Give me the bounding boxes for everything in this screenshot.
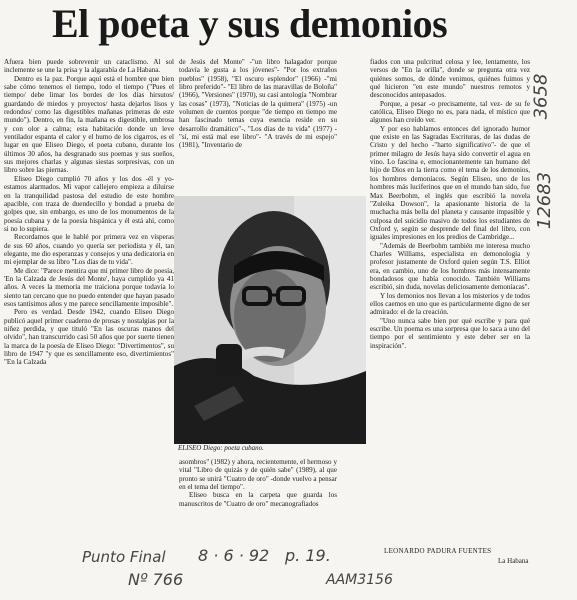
column-2-top — [179, 58, 337, 193]
paragraph: "Además de Beerbohm también me interesa mucho Charles Williams, especialista en demonología y profesor justamente de Oxford quien según T.S. Elliot era, en cambio, uno de los hombres más intensamente bondadosos que había conocido. También Williams escribió, sin duda, novelas deliciosamente demoníacas". — [370, 241, 530, 292]
paragraph: asombros" (1982) y ahora, recientemente, el hermoso y vital "Libro de quizás y de quién sabe" (1989), al que pronto se unirá "Cuatro de oro" -donde vuelvo a pensar en el tema del tiempo". — [179, 458, 337, 492]
margin-number-top: 3658 — [530, 73, 552, 120]
portrait-illustration — [174, 196, 366, 444]
handwritten-issue: Nº 766 — [128, 570, 184, 589]
paragraph: de Jesús del Monte" -"un libro halagador porque todavía le gusta a los jóvenes"- "Por los extraños pueblos" (1958), "El oscuro esplendor" (1966) -"mi libro preferido"- "El libro de las maravillas de Boloña" (1966), "Versiones" (1970), su casi antología "Nombrar las cosas" (1973), "Noticias de la quimera" (1975) -un volumen de cuentos porque "de tiempo en tiempo me han fascinado temas cuya esencia reside en su desarrollo dramático"-, "Los días de tu vida" (1977) -"sí, mi está mal ese libro"- "A través de mi espejo" (1981), "Inventario de — [179, 58, 337, 150]
column-3 — [370, 58, 530, 538]
paragraph: fiados con una pulcritud celosa y lee, lentamente, los versos de "En la orilla", donde se pregunta otra vez quiénes somos, de dónde venimos, quiénes fuimos y qué hicieron "en este mundo" nuestros remotos y desconocidos antepasados. — [370, 58, 530, 100]
headline: El poeta y sus demonios — [52, 1, 448, 46]
handwritten-catalog: AAM3156 — [326, 572, 393, 588]
dateline-city: La Habana — [498, 557, 529, 565]
paragraph: Y los demonios nos llevan a los misterios y de todos ellos caemos en uno que es particularmente digno de ser admirado: el de la creación. — [370, 291, 530, 317]
portrait-photo — [174, 196, 366, 444]
paragraph: Eliseo busca en la carpeta que guarda los manuscritos de "Cuatro de oro" mecanografiados — [179, 491, 337, 508]
handwritten-source: Punto Final — [82, 548, 166, 566]
paragraph: Dentro es la paz. Porque aquí está el hombre que bien sabe cómo tenemos el tiempo, todo el tiempo ("Pues el tiempo/ debe limar los bordes de los días hirsutos/ guardando de miedos y proyectos/ hasta dejarlos lisos y redondos/ como las digestibles mañanas primeras de este mundo"). Dentro, en fin, la mañana es digestible, umbrosa y con olor a calma; esta habitación donde un leve ventilador espanta el calor y el humo de los cigarros, es el lugar en que Eliseo Diego, el poeta cubano, durante los últimos 30 años, ha desgranado sus poemas y sus sueños, sus mejores charlas y algunas siestas sorpresivas, con un libro sobre las piernas. — [4, 74, 174, 175]
handwritten-date: 8 · 6 · 92 — [198, 546, 270, 565]
margin-number-bottom: 12683 — [534, 171, 556, 230]
paragraph: Eliseo Diego cumplió 70 años y los dos -él y yo- estamos alarmados. Mi vapor callejero empieza a diluirse en la tranquilidad pastosa del estudio de este hombre apacible, con traza de duendecillo y bondad a prueba de golpes que, sin embargo, es uno de los monumentos de la poesía cubana y de la poesía hispánica y él está ahí, como si no lo supiera. — [4, 174, 174, 233]
paragraph: Afuera bien puede sobrevenir un cataclismo. Al sol inclemente se une la prisa y la algarabía de La Habana. — [4, 58, 174, 75]
paragraph: Porque, a pesar -o precisamente, tal vez- de su fe católica, Eliseo Diego no es, para nada, el místico que algunos han creído ver. — [370, 99, 530, 125]
paragraph: Recordamos que le hablé por primera vez en vísperas de sus 60 años, cuando yo quería ser periodista y él, tan elegante, me dio esperanzas y consejos y una dedicatoria en mi ejemplar de su libro "Los días de tu vida". — [4, 233, 174, 267]
author-byline: LEONARDO PADURA FUENTES — [384, 547, 492, 555]
photo-caption: ELISEO Diego: poeta cubano. — [178, 444, 264, 452]
paragraph: Y por eso hablamos entonces del ignorado humor que existe en las Sagradas Escrituras, de las dudas de Cristo y del hecho -"harto significativo"- de que el primer milagro de Jesús haya sido convertir el agua en vino. Lo fascina e, emocionantemente tan humano del hijo de Dios en la tierra como el tema de los demonios, los hombres demoníacos. Según Eliseo, uno de los hombres más luciferinos que en el mundo han sido, fue Max Beerbohm, el inglés que escribió la novela "Zuleika Dowson", la apasionante historia de la muchacha más bella del planeta y causante impasible y culposa del suicidio masivo de todos los estudiantes de Oxford y, según se desprende del final del libro, con iguales impresiones en los predios de Cambridge... — [370, 124, 530, 242]
paragraph: "Uno nunca sabe bien por qué escribe y para qué escribe. Un poema es una sorpresa que lo saca a uno del tiempo por el sentimiento y este deber ser en la inspiración". — [370, 316, 530, 350]
paragraph: Me dice: "Parece mentira que mi primer libro de poesía, 'En la Calzada de Jesús del Monte', haya cumplido ya 41 años. A veces la memoria me traiciona porque todavía lo siento tan cercano que no puedo entender que hayan pasado esos tantísimos años y me parece sencillamente imposible". — [4, 266, 174, 308]
paragraph: Pero es verdad. Desde 1942, cuando Eliseo Diego publicó aquel primer cuaderno de prosas y nostalgias por la niñez perdida, y que tituló "En las oscuras manos del olvido", han transcurrido casi 50 años que por suerte tienen la marca de la poesía de Eliseo Diego: "Divertimentos", su libro de 1947 "y que es sencillamente eso, divertimientos" "En la Calzada — [4, 308, 174, 367]
column-1 — [4, 58, 174, 542]
handwritten-page: p. 19. — [285, 546, 331, 565]
